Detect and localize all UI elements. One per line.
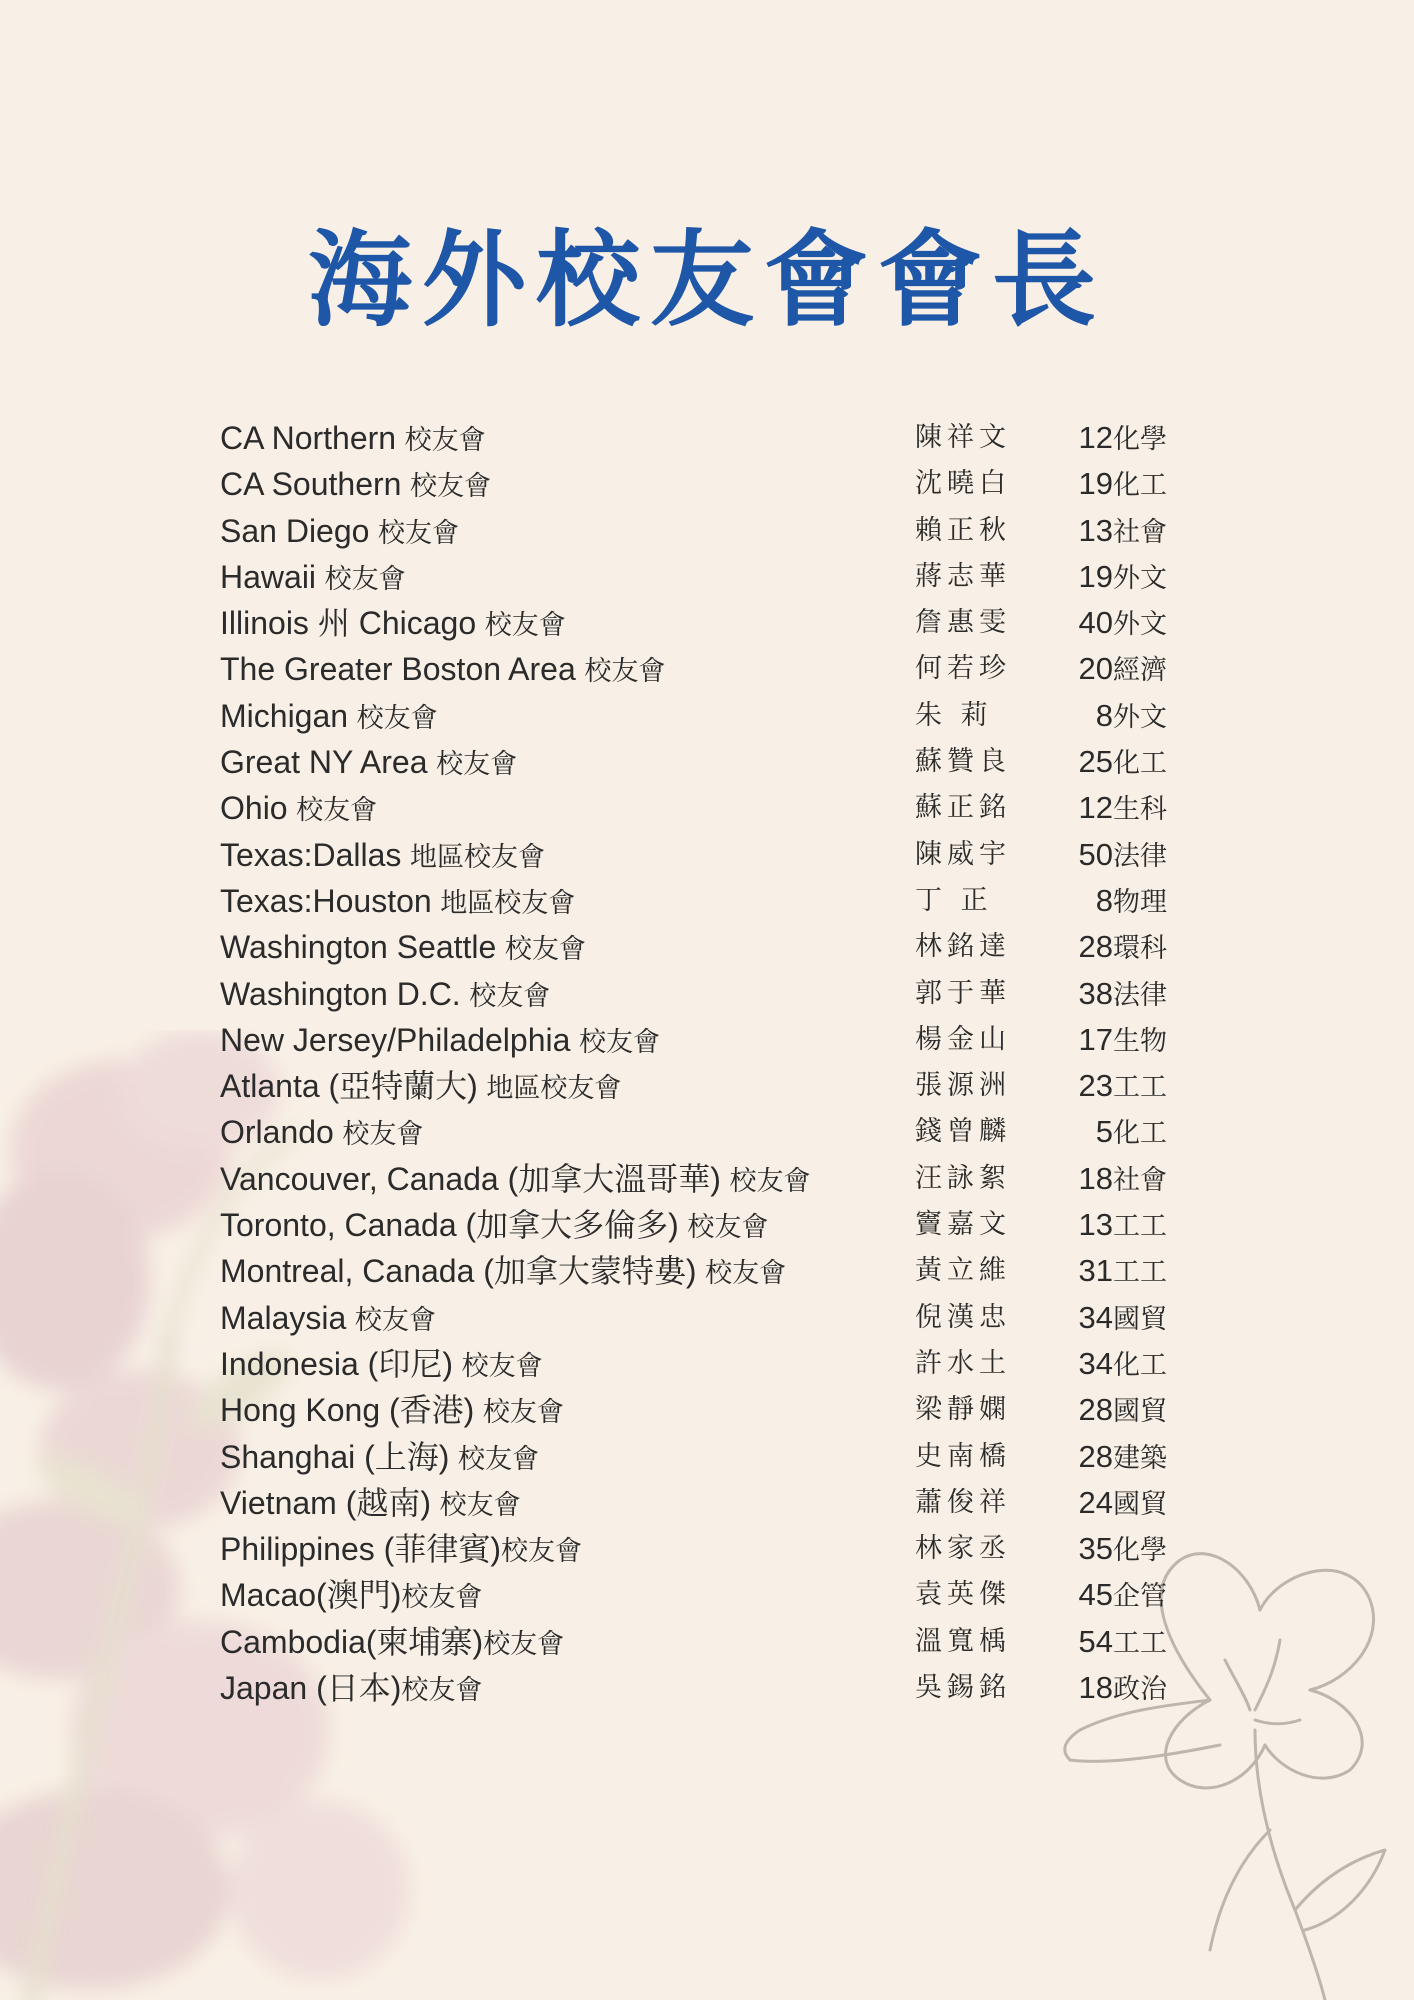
roster-row xyxy=(220,1063,1220,1109)
roster-row xyxy=(220,1526,1220,1572)
roster-row xyxy=(220,1572,1220,1618)
roster-row xyxy=(220,971,1220,1017)
roster-row xyxy=(220,1109,1220,1155)
department: 政治 xyxy=(1113,1674,1167,1706)
president-name: 陳祥文 xyxy=(915,422,1011,453)
class-department xyxy=(1075,1434,1167,1482)
roster-row xyxy=(220,1665,1220,1711)
president-name: 林銘達 xyxy=(915,931,1011,963)
chapter-suffix: 校友會 xyxy=(333,1119,424,1151)
class-year: 28 xyxy=(1078,929,1113,965)
department: 化學 xyxy=(1113,424,1167,455)
department: 工工 xyxy=(1113,1627,1167,1659)
chapter-suffix: 校友會 xyxy=(346,1304,436,1336)
chapter-suffix: 校友會 xyxy=(575,656,666,688)
chapter-name-text: Great NY Area xyxy=(220,744,428,781)
president-name: 何若珍 xyxy=(915,653,1011,685)
chapter-suffix: 校友會 xyxy=(401,471,492,503)
chapter-suffix: 校友會 xyxy=(500,1536,582,1568)
chapter-name xyxy=(220,1063,621,1112)
chapter-name-text: Indonesia (印尼) xyxy=(220,1345,453,1382)
president-name: 錢曾麟 xyxy=(915,1116,1011,1148)
chapter-name xyxy=(220,1295,436,1344)
chapter-suffix: 校友會 xyxy=(678,1212,769,1244)
president-name: 楊金山 xyxy=(915,1023,1011,1055)
department: 外文 xyxy=(1113,609,1167,641)
chapter-name-text: Japan (日本) xyxy=(220,1670,402,1707)
class-department xyxy=(1075,1665,1167,1713)
chapter-suffix: 校友會 xyxy=(720,1165,811,1197)
class-department xyxy=(1075,1387,1167,1435)
roster-row xyxy=(220,508,1220,554)
chapter-name xyxy=(220,461,491,510)
roster-row xyxy=(220,600,1220,646)
class-year: 40 xyxy=(1078,605,1113,641)
department: 工工 xyxy=(1113,1257,1167,1289)
roster-row xyxy=(220,1387,1220,1433)
president-name: 蘇贊良 xyxy=(915,746,1011,778)
department: 生物 xyxy=(1113,1025,1167,1057)
chapter-name-text: Texas:Dallas xyxy=(220,836,402,873)
president-name: 袁英傑 xyxy=(915,1579,1011,1611)
department: 化工 xyxy=(1113,1349,1167,1381)
chapter-name xyxy=(220,1665,482,1714)
president-name: 蕭俊祥 xyxy=(915,1486,1011,1518)
class-year: 8 xyxy=(1095,882,1113,918)
department: 化學 xyxy=(1113,1535,1167,1567)
class-year: 34 xyxy=(1078,1345,1113,1381)
roster-row xyxy=(220,1480,1220,1526)
president-name: 賴正秋 xyxy=(915,514,1011,546)
chapter-name-text: Toronto, Canada (加拿大多倫多) xyxy=(220,1207,679,1244)
president-name: 陳威宇 xyxy=(915,838,1011,870)
class-year: 34 xyxy=(1078,1299,1113,1335)
class-year: 31 xyxy=(1078,1253,1113,1289)
class-department xyxy=(1075,971,1167,1019)
chapter-name-text: Macao(澳門) xyxy=(220,1577,402,1614)
chapter-name-text: Malaysia xyxy=(220,1299,347,1336)
class-year: 28 xyxy=(1078,1392,1113,1428)
department: 工工 xyxy=(1113,1211,1167,1243)
president-name: 張源洲 xyxy=(915,1070,1011,1102)
class-department xyxy=(1075,1202,1167,1250)
chapter-suffix: 校友會 xyxy=(460,980,551,1012)
class-year: 13 xyxy=(1078,1207,1113,1243)
president-name: 郭于華 xyxy=(915,977,1011,1009)
class-department xyxy=(1075,1109,1167,1157)
chapter-name xyxy=(220,554,406,603)
department: 法律 xyxy=(1113,840,1167,872)
chapter-name xyxy=(220,1572,482,1621)
class-department xyxy=(1075,646,1167,694)
chapter-suffix: 校友會 xyxy=(474,1397,564,1429)
chapter-name-text: Vietnam (越南) xyxy=(220,1484,432,1521)
department: 化工 xyxy=(1113,748,1167,780)
chapter-suffix: 校友會 xyxy=(431,1489,521,1521)
chapter-name-text: Orlando xyxy=(220,1114,334,1151)
department: 國貿 xyxy=(1113,1396,1167,1428)
class-department xyxy=(1075,461,1167,509)
president-name: 竇嘉文 xyxy=(915,1209,1011,1241)
department: 生科 xyxy=(1113,794,1167,826)
class-department xyxy=(1075,508,1167,556)
chapter-name xyxy=(220,1248,786,1297)
chapter-name-text: New Jersey/Philadelphia xyxy=(220,1021,571,1058)
class-department xyxy=(1075,924,1167,972)
president-name: 蔣志華 xyxy=(915,560,1011,592)
chapter-name-text: Atlanta (亞特蘭大) xyxy=(220,1068,478,1105)
chapter-suffix: 校友會 xyxy=(453,1350,543,1382)
class-department xyxy=(1075,554,1167,602)
chapter-name xyxy=(220,693,438,742)
class-year: 54 xyxy=(1078,1623,1113,1659)
roster-row xyxy=(220,1202,1220,1248)
class-department xyxy=(1075,415,1167,463)
department: 化工 xyxy=(1113,470,1167,502)
chapter-name xyxy=(220,785,377,834)
chapter-name-text: Illinois 州 Chicago xyxy=(220,605,477,642)
class-department xyxy=(1075,1619,1167,1667)
roster-row xyxy=(220,739,1220,785)
roster-row xyxy=(220,693,1220,739)
chapter-name-text: Montreal, Canada (加拿大蒙特婁) xyxy=(220,1253,697,1290)
chapter-name xyxy=(220,1619,564,1668)
chapter-suffix: 校友會 xyxy=(696,1258,787,1290)
chapter-name xyxy=(220,1480,521,1529)
class-department xyxy=(1075,693,1167,741)
chapter-suffix: 地區校友會 xyxy=(401,841,545,873)
roster-row xyxy=(220,1295,1220,1341)
roster-row xyxy=(220,1341,1220,1387)
chapter-name-text: CA Northern xyxy=(220,420,397,456)
chapter-name xyxy=(220,1017,660,1066)
chapter-name xyxy=(220,508,459,557)
class-year: 13 xyxy=(1078,512,1113,548)
department: 社會 xyxy=(1113,516,1167,548)
chapter-suffix: 校友會 xyxy=(316,563,406,595)
department: 工工 xyxy=(1113,1072,1167,1104)
roster-row xyxy=(220,1434,1220,1480)
president-name: 丁 正 xyxy=(915,884,993,916)
roster-row xyxy=(220,878,1220,924)
chapter-suffix: 校友會 xyxy=(570,1026,660,1058)
class-year: 38 xyxy=(1078,975,1113,1011)
president-roster xyxy=(220,415,1220,1711)
department: 國貿 xyxy=(1113,1303,1167,1335)
class-year: 35 xyxy=(1078,1531,1113,1567)
department: 環科 xyxy=(1113,933,1167,965)
roster-row xyxy=(220,785,1220,831)
president-name: 梁靜嫻 xyxy=(915,1394,1011,1426)
department: 企管 xyxy=(1113,1581,1167,1613)
class-department xyxy=(1075,600,1167,648)
class-year: 45 xyxy=(1078,1577,1113,1613)
president-name: 蘇正銘 xyxy=(915,792,1011,824)
department: 化工 xyxy=(1113,1118,1167,1150)
chapter-name-text: The Greater Boston Area xyxy=(220,651,576,688)
chapter-name xyxy=(220,971,550,1020)
president-name: 吳錫銘 xyxy=(915,1672,1011,1704)
chapter-name xyxy=(220,1156,811,1205)
class-year: 50 xyxy=(1078,836,1113,872)
chapter-name xyxy=(220,1109,423,1158)
president-name: 沈曉白 xyxy=(915,468,1011,500)
chapter-name-text: Philippines (菲律賓) xyxy=(220,1531,501,1568)
class-year: 18 xyxy=(1078,1160,1113,1196)
class-department xyxy=(1075,739,1167,787)
chapter-suffix: 校友會 xyxy=(496,934,586,966)
chapter-suffix: 地區校友會 xyxy=(477,1073,622,1105)
class-year: 19 xyxy=(1078,558,1113,594)
class-department xyxy=(1075,1248,1167,1296)
chapter-name xyxy=(220,415,486,464)
chapter-name xyxy=(220,1387,564,1436)
chapter-name xyxy=(220,1202,768,1251)
chapter-name-text: Hong Kong (香港) xyxy=(220,1392,475,1429)
chapter-suffix: 校友會 xyxy=(401,1582,483,1614)
chapter-suffix: 校友會 xyxy=(476,610,566,642)
class-year: 18 xyxy=(1078,1670,1113,1706)
chapter-name xyxy=(220,1341,543,1390)
roster-row xyxy=(220,461,1220,507)
chapter-name xyxy=(220,739,517,788)
page-title: 海外校友會會長 xyxy=(307,218,1106,341)
class-department xyxy=(1075,1017,1167,1065)
roster-row xyxy=(220,1248,1220,1294)
chapter-suffix: 校友會 xyxy=(369,517,460,549)
class-year: 12 xyxy=(1078,420,1113,455)
chapter-suffix: 校友會 xyxy=(396,425,486,456)
president-name: 朱 莉 xyxy=(915,699,993,731)
roster-row xyxy=(220,415,1220,461)
chapter-name xyxy=(220,1526,582,1575)
class-year: 17 xyxy=(1078,1021,1113,1057)
class-department xyxy=(1075,878,1167,926)
department: 外文 xyxy=(1113,701,1167,733)
class-department xyxy=(1075,832,1167,880)
chapter-name xyxy=(220,878,575,927)
chapter-name-text: Hawaii xyxy=(220,558,317,595)
department: 建築 xyxy=(1113,1442,1167,1474)
department: 外文 xyxy=(1113,562,1167,594)
chapter-name xyxy=(220,600,566,649)
roster-row xyxy=(220,1619,1220,1665)
chapter-suffix: 校友會 xyxy=(449,1443,540,1475)
class-department xyxy=(1075,1063,1167,1111)
class-department xyxy=(1075,1341,1167,1389)
president-name: 汪詠絮 xyxy=(915,1162,1011,1194)
class-department xyxy=(1075,1526,1167,1574)
chapter-suffix: 校友會 xyxy=(348,702,438,734)
department: 法律 xyxy=(1113,979,1167,1011)
president-name: 林家丞 xyxy=(915,1533,1011,1565)
class-department xyxy=(1075,1156,1167,1204)
chapter-name-text: Cambodia(柬埔寨) xyxy=(220,1623,484,1660)
chapter-name xyxy=(220,832,545,881)
chapter-suffix: 校友會 xyxy=(483,1628,565,1660)
chapter-name-text: Ohio xyxy=(220,790,288,827)
president-name: 倪漢忠 xyxy=(915,1301,1011,1333)
roster-row xyxy=(220,554,1220,600)
chapter-name-text: San Diego xyxy=(220,512,370,549)
class-year: 28 xyxy=(1078,1438,1113,1474)
class-department xyxy=(1075,1572,1167,1620)
department: 經濟 xyxy=(1113,655,1167,687)
class-year: 24 xyxy=(1078,1484,1113,1520)
chapter-name-text: Washington D.C. xyxy=(220,975,461,1012)
president-name: 詹惠雯 xyxy=(915,607,1011,639)
chapter-suffix: 校友會 xyxy=(401,1675,483,1707)
class-year: 25 xyxy=(1078,744,1113,780)
class-year: 8 xyxy=(1095,697,1113,733)
class-department xyxy=(1075,1295,1167,1343)
class-department xyxy=(1075,1480,1167,1528)
chapter-name-text: Washington Seattle xyxy=(220,929,497,966)
chapter-name xyxy=(220,646,665,695)
chapter-name-text: Texas:Houston xyxy=(220,882,432,919)
chapter-suffix: 地區校友會 xyxy=(431,887,576,919)
department: 社會 xyxy=(1113,1164,1167,1196)
chapter-name-text: CA Southern xyxy=(220,466,402,503)
chapter-suffix: 校友會 xyxy=(287,795,378,827)
president-name: 黃立維 xyxy=(915,1255,1011,1287)
chapter-name xyxy=(220,1434,539,1483)
chapter-name-text: Shanghai (上海) xyxy=(220,1438,450,1475)
department: 物理 xyxy=(1113,886,1167,918)
roster-row xyxy=(220,646,1220,692)
class-year: 5 xyxy=(1095,1114,1113,1150)
class-year: 20 xyxy=(1078,651,1113,687)
chapter-suffix: 校友會 xyxy=(427,749,518,781)
class-year: 12 xyxy=(1078,790,1113,826)
chapter-name-text: Michigan xyxy=(220,697,349,734)
roster-row xyxy=(220,1017,1220,1063)
class-year: 23 xyxy=(1078,1068,1113,1104)
roster-row xyxy=(220,924,1220,970)
roster-row xyxy=(220,832,1220,878)
president-name: 史南橋 xyxy=(915,1440,1011,1472)
chapter-name xyxy=(220,924,586,973)
department: 國貿 xyxy=(1113,1488,1167,1520)
chapter-name-text: Vancouver, Canada (加拿大溫哥華) xyxy=(220,1160,721,1197)
president-name: 許水土 xyxy=(915,1347,1011,1379)
roster-row xyxy=(220,1156,1220,1202)
president-name: 溫寬楀 xyxy=(915,1625,1011,1657)
class-department xyxy=(1075,785,1167,833)
class-year: 19 xyxy=(1078,466,1113,502)
